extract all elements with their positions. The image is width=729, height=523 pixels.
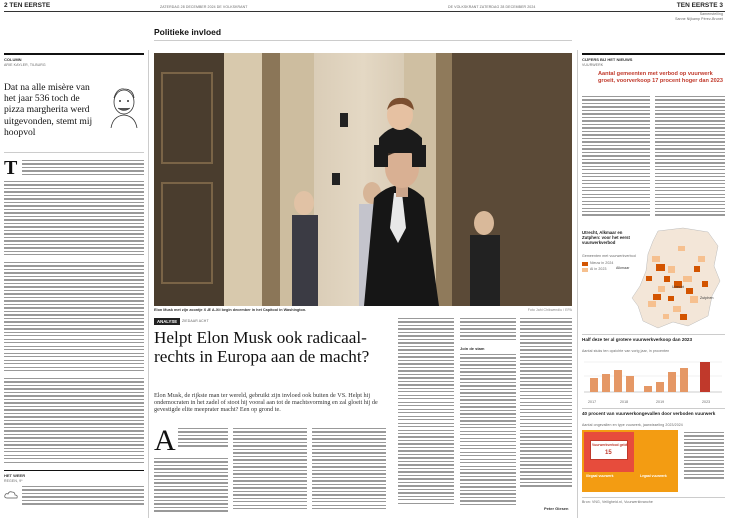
article-text-col4 [398,318,454,516]
box-label-legal: Legaal vuurwerk [640,474,667,478]
article-text-col3 [312,428,386,516]
article-subhead-3: Join de stam [460,346,485,351]
column-divider [4,152,144,153]
column-text-3 [4,378,144,466]
columnist-portrait [107,86,141,128]
sidebar-footer-note: Bron: VNG, Veiligheid.nl, Vuurwerkbranche [582,500,653,504]
left-date: ZATERDAG 28 DECEMBER 2024 DE VOLKSKRANT [160,5,248,9]
weather-label: HET WEER [4,473,26,478]
bar-year-2: 2018 [620,400,629,404]
article-kicker: ANALYSE [154,318,180,325]
article-kicker-sub: ZIEDAAR ACHT [182,319,209,323]
box-side-text [684,432,724,490]
article-text-col2 [233,428,307,516]
box-divider [582,408,725,409]
weather-rule [4,470,144,471]
box-title: 40 procent van vuurwerkongevallen door verboden vuurwerk [582,411,716,416]
article-text-col1 [154,458,228,516]
bar-note: Aantal stuks ten opzichte van vorig jaar, in procenten [582,349,670,353]
box-label-illegal: Illegaal vuurwerk [586,474,614,478]
column-text-1 [4,181,144,259]
map-label-zutphen: Zutphen [700,296,714,300]
map-title: Utrecht, Alkmaar en Zutphen: voor het eerst vuurwerkverbod [582,230,630,245]
left-page-label: 2 TEN EERSTE [4,2,51,9]
column-intro-text [22,160,144,179]
header-rule [4,11,725,12]
sales-bar-chart [584,356,722,400]
sidebar-headline: Aantal gemeenten met verbod op vuurwerk groeit, voorverkoop 17 procent hoger dan 2023 [598,71,723,84]
sidebar-separator [577,50,578,518]
article-headline: Helpt Elon Musk ook radicaal-rechts in Europa aan de macht? [154,328,370,367]
map-label-alkmaar: Alkmaar [616,266,630,270]
column-author: ARIE KAYLER, TILBURG [4,63,46,67]
credit-line-2: Sanne Nijkamp Pérez-Brunet [675,17,723,21]
right-page-label: TEN EERSTE 3 [676,2,723,9]
box-value: 15 [605,450,612,456]
box-subtitle: Aantal ongevallen en type vuurwerk, jaarwisseling 2023/2024 [582,423,683,427]
credit-line-1: Samenstelling [699,12,723,16]
weather-text [22,486,144,514]
photo-credit: Foto Jahi Chikwendiu / EPA [527,308,572,312]
column-initial: T [4,157,18,179]
article-text-col6 [520,318,572,500]
map-label-utrecht: Utrecht [672,285,684,289]
column-rule [4,53,144,55]
legend-swatch-new [582,262,588,266]
weather-sub: REGEN, 9º [4,479,23,483]
article-text-col5 [460,354,516,516]
sidebar-footer-rule [582,497,725,498]
right-date: DE VOLKSKRANT ZATERDAG 28 DECEMBER 2024 [448,5,536,9]
article-text-col1-top [178,428,228,454]
article-byline: Peter Giesen [544,506,569,511]
bar-divider [582,334,725,335]
column-separator [148,50,149,518]
bar-year-1: 2017 [588,400,597,404]
column-kicker: COLUMN [4,57,22,62]
section-title: Politieke invloed [154,27,222,37]
sidebar-kicker: CIJFERS BIJ HET NIEUWS [582,57,633,62]
sidebar-kicker-sub: VUURWERK [582,63,604,67]
map-subtitle: Gemeenten met vuurwerkverbod [582,254,636,258]
article-lead: Elon Musk, de rijkste man ter wereld, gebruikt zijn invloed ook buiten de VS. Helpt hij ondemocraten in het zadel of stoot hij vooral aan tot de machtsvorming en zal gloeit hij de gevestigde elite meeprater macht? Een op grond te. [154,392,378,414]
bar-year-3: 2019 [656,400,665,404]
netherlands-map [628,226,725,331]
bar-title: Half deze ter al grotere vuurwerkverkoop dan 2023 [582,337,693,342]
column-text-2 [4,262,144,374]
article-text-col5-top [460,318,516,344]
section-rule [154,40,572,41]
photo-caption: Elon Musk met zijn zoontje X Æ A-Xii begin december in het Capitool in Washington. [154,308,307,312]
column-headline: Dat na alle misère van het jaar 536 toch de pizza margherita werd uitgevonden, stemt mij hoopvol [4,82,93,138]
main-photo [154,53,572,306]
legend-label-old: Al in 2023 [590,267,607,271]
sidebar-rule [582,53,725,55]
sidebar-text-col2 [655,96,725,224]
sidebar-text-col1 [582,96,650,224]
article-initial: A [154,424,176,457]
cloud-icon [4,487,18,497]
bar-year-4: 2023 [702,400,711,404]
legend-label-new: Nieuw in 2024 [590,261,614,265]
box-label-banned: Vuurwerkverbod geldt [592,443,628,447]
legend-swatch-old [582,268,588,272]
